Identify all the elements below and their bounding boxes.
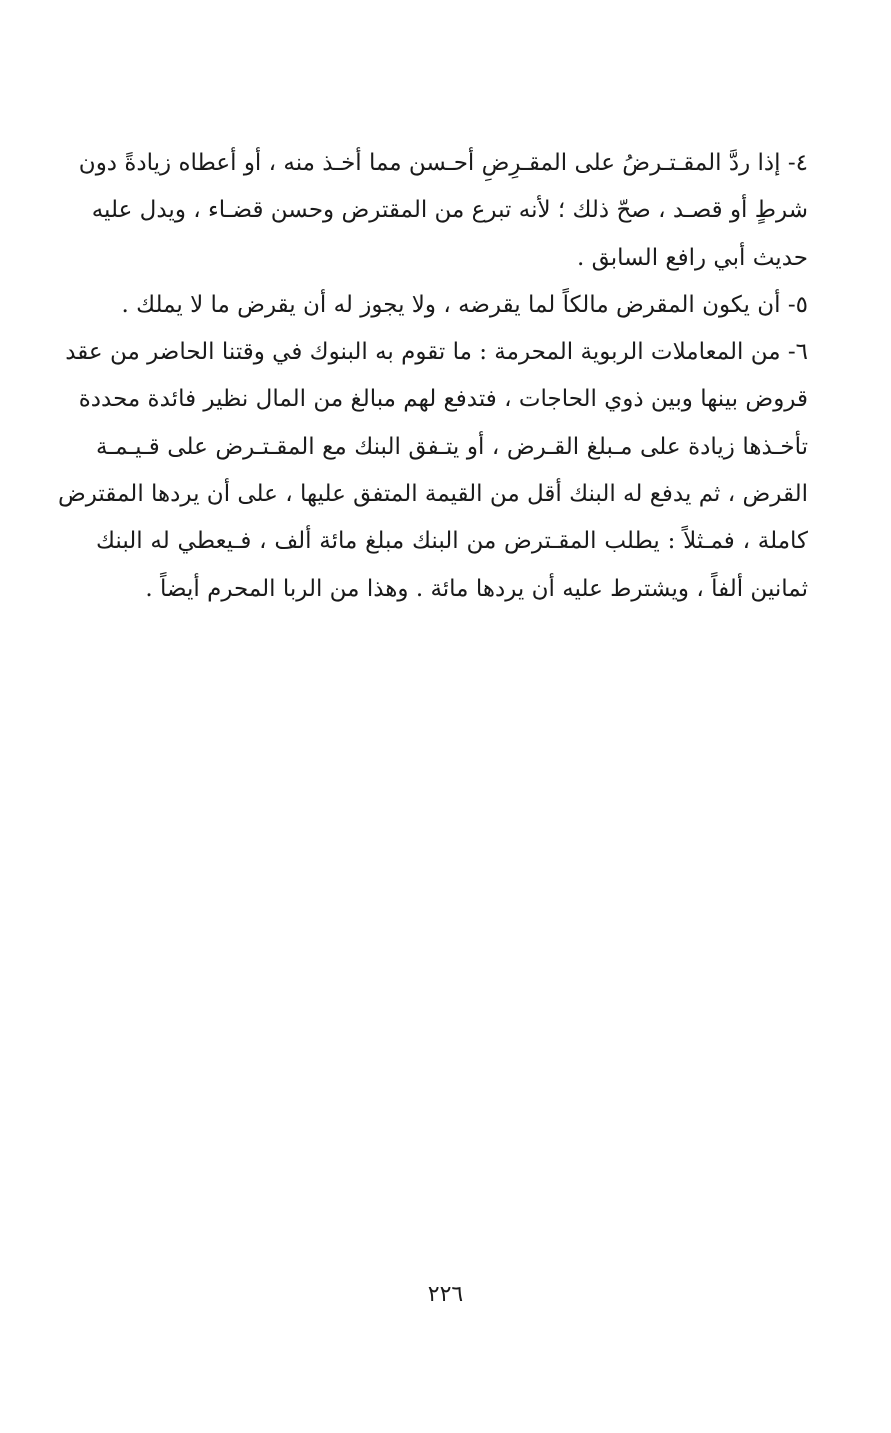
- page-number: ٢٢٦: [427, 1282, 464, 1307]
- paragraph-item-5: [96, 282, 808, 329]
- text-line: شرطٍ أو قصـد ، صحّ ذلك ؛ لأنه تبرع من المقترض وحسن قضـاء ، ويدل عليه: [91, 197, 808, 224]
- text-line: ٥- أن يكون المقرض مالكاً لما يقرضه ، ولا يجوز له أن يقرض ما لا يملك .: [121, 291, 808, 318]
- text-line: قروض بينها وبين ذوي الحاجات ، فتدفع لهم مبالغ من المال نظير فائدة محددة: [78, 386, 808, 413]
- body-text: [57, 140, 808, 613]
- text-line: كاملة ، فمـثلاً : يطلب المقـترض من البنك مبلغ مائة ألف ، فـيعطي له البنك: [96, 528, 808, 555]
- text-line: القرض ، ثم يدفع له البنك أقل من القيمة المتفق عليها ، على أن يردها المقترض: [57, 481, 808, 508]
- text-line: ٤- إذا ردَّ المقـتـرضُ على المقـرِضِ أحـسن مما أخـذ منه ، أو أعطاه زيادةً دون: [78, 150, 808, 176]
- text-line: ثمانين ألفاً ، ويشترط عليه أن يردها مائة . وهذا من الربا المحرم أيضاً .: [145, 575, 808, 602]
- paragraph-item-6: [57, 329, 808, 613]
- text-line: ٦- من المعاملات الربوية المحرمة : ما تقوم به البنوك في وقتنا الحاضر من عقد: [65, 339, 808, 366]
- paragraph-item-4: [78, 140, 808, 282]
- text-line: تأخـذها زيادة على مـبلغ القـرض ، أو يتـفق البنك مع المقـتـرض على قـيـمـة: [96, 433, 808, 460]
- text-line: حديث أبي رافع السابق .: [576, 244, 808, 271]
